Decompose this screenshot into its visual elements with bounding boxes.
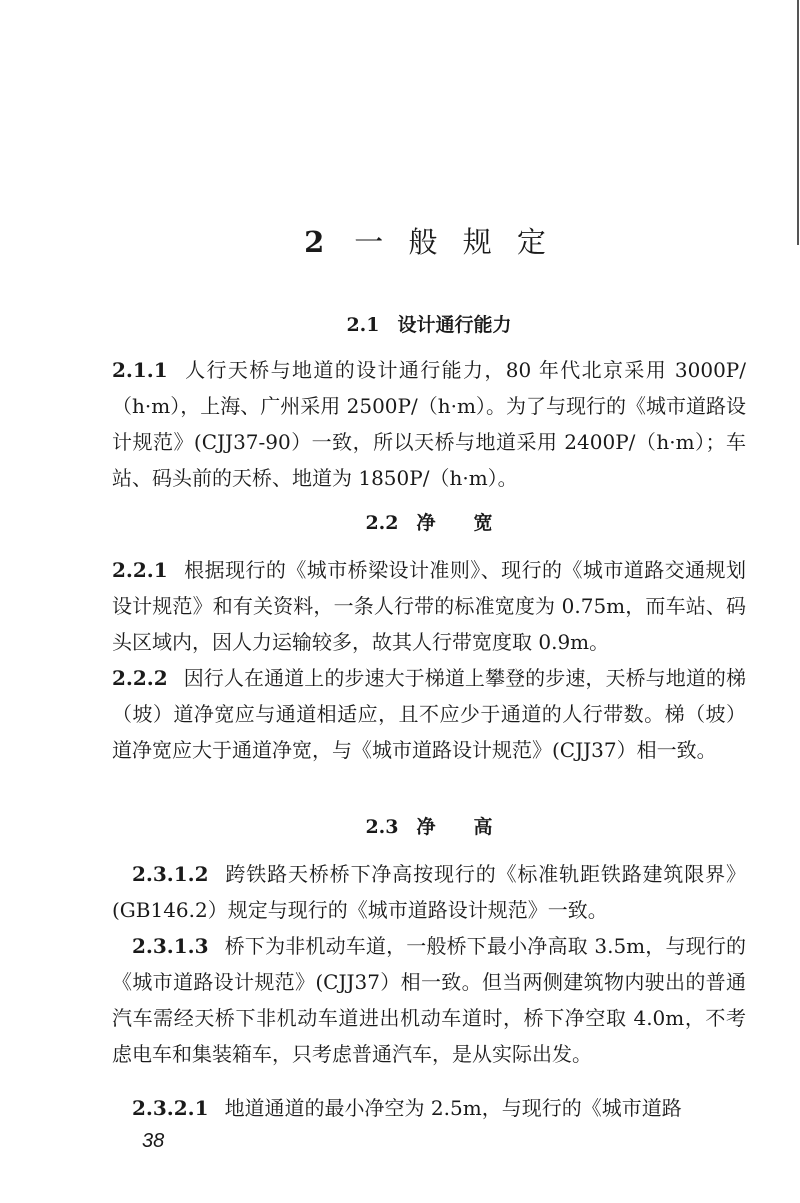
section-title-part: 净 (416, 512, 474, 534)
clause-text: 因行人在通道上的步速大于梯道上攀登的步速，天桥与地道的梯（坡）道净宽应与通道相适应，且不应少于通道的人行带数。梯（坡）道净宽应大于通道净宽，与《城市道路设计规范》(CJJ37）相一致。 (112, 666, 746, 762)
chapter-title (112, 220, 746, 261)
section-number: 2.2 (365, 512, 399, 534)
section-title-part: 高 (473, 816, 493, 838)
section-number: 2.1 (346, 314, 380, 336)
section-title-text: 设计通行能力 (397, 314, 512, 336)
chapter-number: 2 (304, 225, 333, 259)
clause-2-3-1-3 (112, 928, 746, 1072)
clause-number: 2.2.2 (112, 666, 168, 690)
section-number: 2.3 (365, 816, 399, 838)
clause-text: 根据现行的《城市桥梁设计准则》、现行的《城市道路交通规划设计规范》和有关资料，一条人行带的标准宽度为 0.75m，而车站、码头区域内，因人力运输较多，故其人行带宽度取 0.9m。 (112, 558, 746, 654)
clause-number: 2.1.1 (112, 358, 168, 382)
section-title-part: 净 (416, 816, 474, 838)
clause-2-2-2 (112, 660, 746, 768)
clause-text: 地道通道的最小净空为 2.5m，与现行的《城市道路 (224, 1096, 682, 1120)
clause-2-2-1 (112, 552, 746, 660)
clause-2-1-1 (112, 352, 746, 496)
clause-text: 人行天桥与地道的设计通行能力，80 年代北京采用 3000P/（h·m），上海、广州采用 2500P/（h·m）。为了与现行的《城市道路设计规范》(CJJ37-90）一致，所以天桥与地道采用 2400P/（h·m）；车站、码头前的天桥、地道为 1850P/（h·m）。 (112, 358, 746, 490)
clause-number: 2.3.2.1 (132, 1096, 209, 1120)
clause-number: 2.3.1.2 (132, 862, 209, 886)
clause-text: 桥下为非机动车道，一般桥下最小净高取 3.5m，与现行的《城市道路设计规范》(CJJ37）相一致。但当两侧建筑物内驶出的普通汽车需经天桥下非机动车道进出机动车道时，桥下净空取 4.0m，不考虑电车和集装箱车，只考虑普通汽车，是从实际出发。 (112, 934, 746, 1066)
page-number: 38 (142, 1130, 165, 1152)
clause-2-3-2-1 (112, 1090, 746, 1126)
clause-number: 2.2.1 (112, 558, 168, 582)
section-title-2-2 (112, 508, 746, 535)
clause-number: 2.3.1.3 (132, 934, 209, 958)
chapter-title-text: 一 般 规 定 (354, 225, 554, 259)
page-edge-line (797, 0, 799, 245)
clause-2-3-1-2 (112, 856, 746, 928)
section-title-2-1 (112, 310, 746, 337)
section-title-2-3 (112, 812, 746, 839)
section-title-part: 宽 (473, 512, 493, 534)
clause-text: 跨铁路天桥桥下净高按现行的《标准轨距铁路建筑限界》(GB146.2）规定与现行的《城市道路设计规范》一致。 (112, 862, 746, 922)
